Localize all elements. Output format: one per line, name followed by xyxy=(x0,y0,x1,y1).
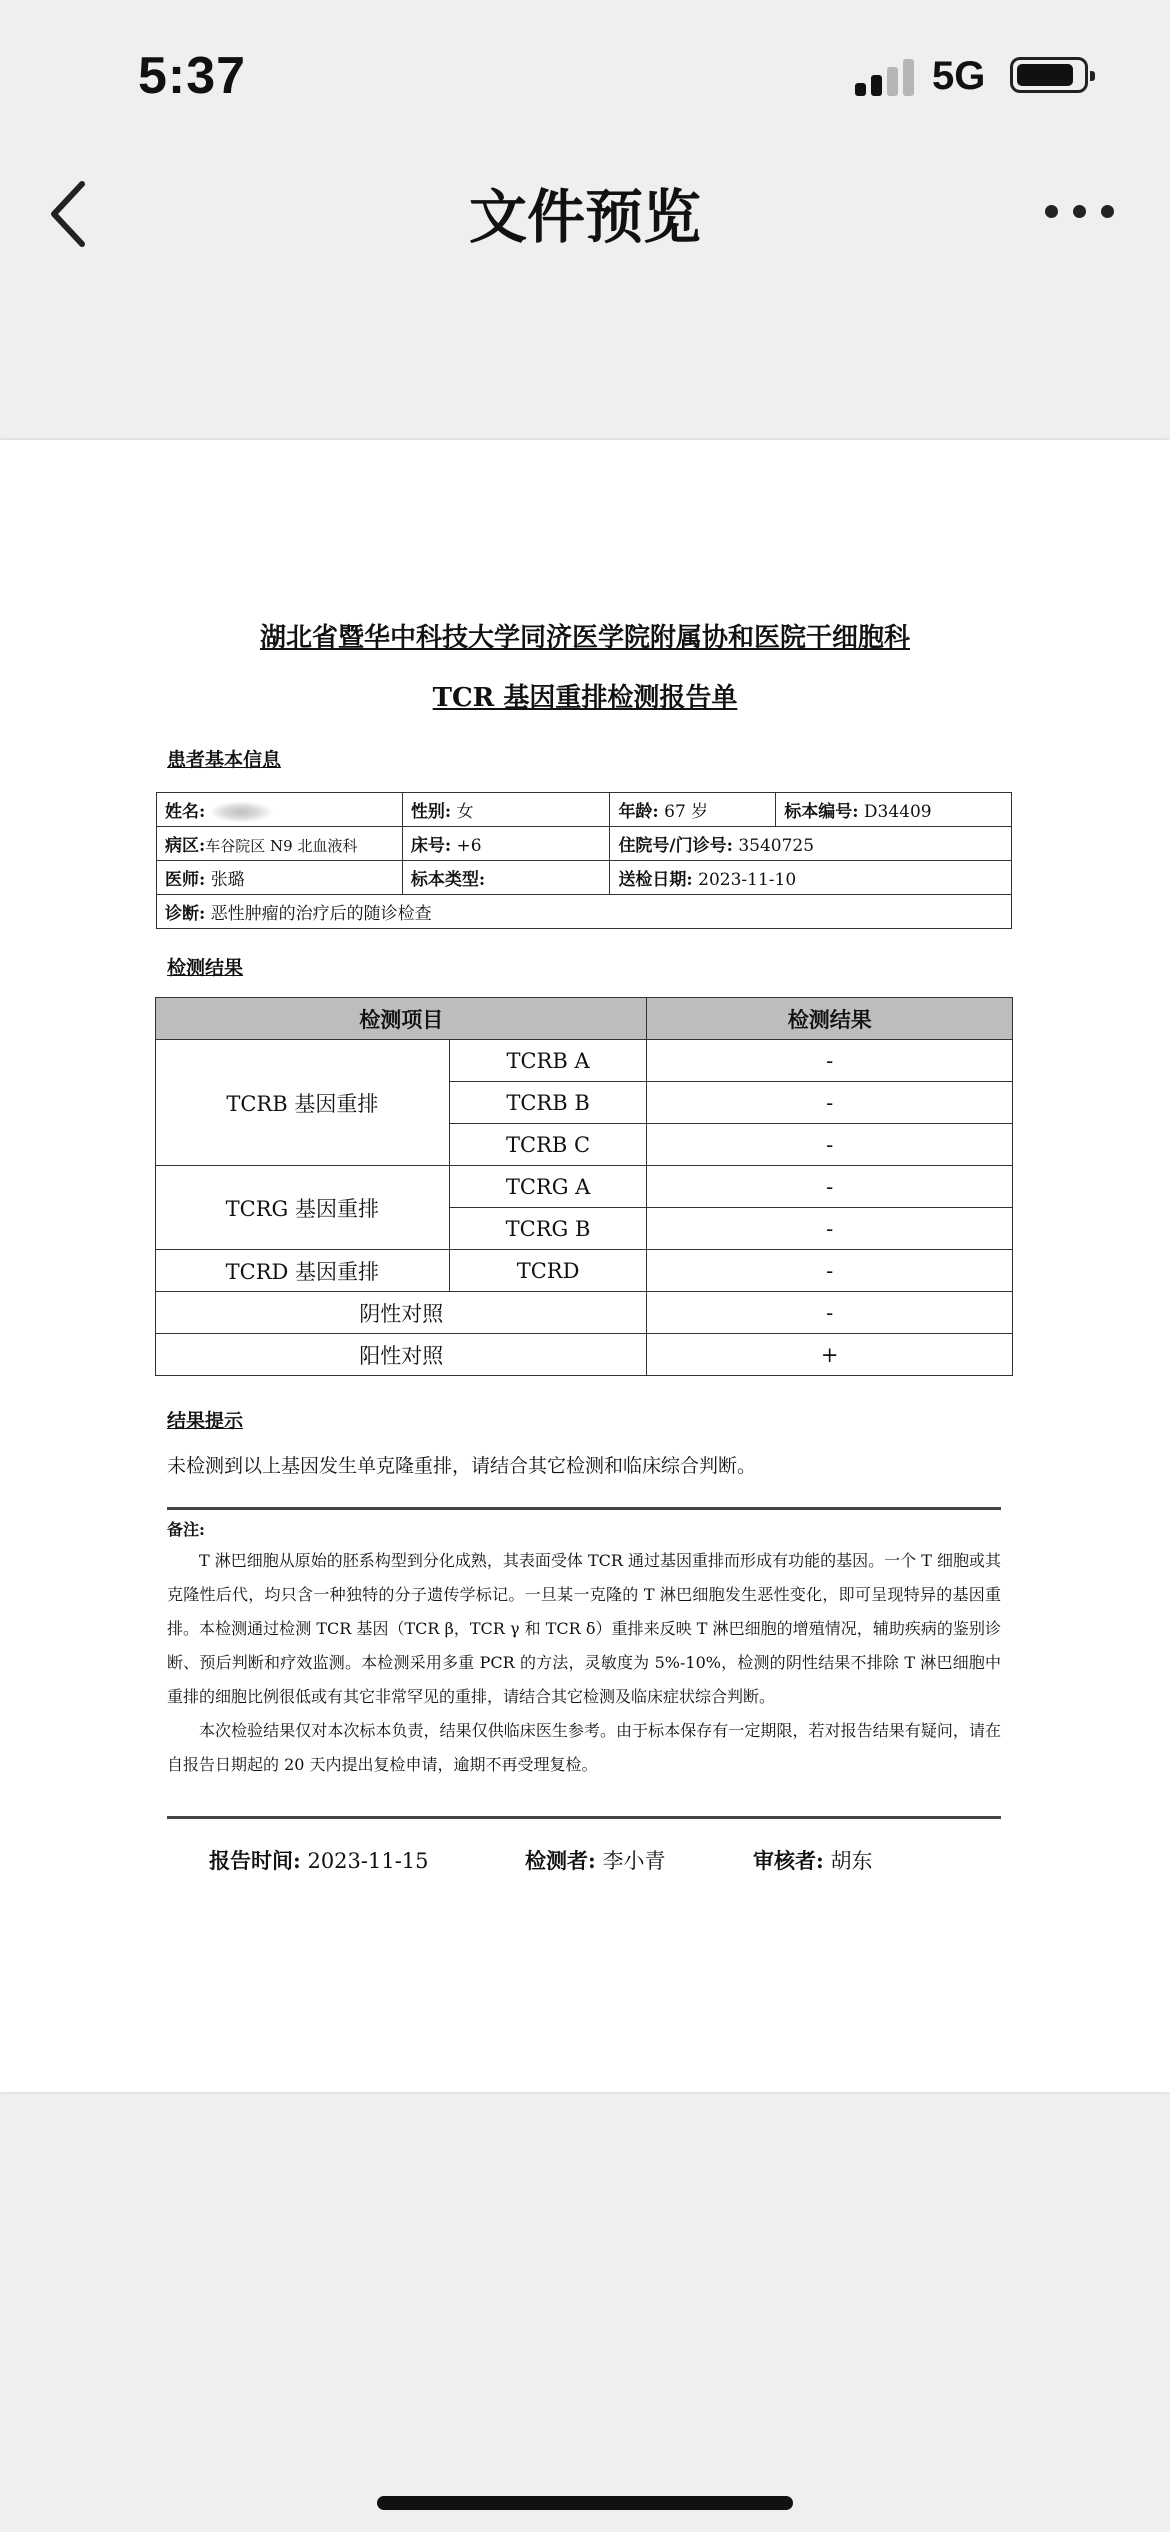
section-patient-info: 患者基本信息 xyxy=(167,749,282,771)
report-title-name: TCR 基因重排检测报告单 xyxy=(432,683,738,713)
home-indicator[interactable] xyxy=(377,2496,793,2510)
negative-control: 阴性对照 xyxy=(156,1292,647,1334)
patient-info-table: 姓名: 性别: 女 年龄: 67 岁 标本编号: D34409 病区:车谷院区 N9 北血液科 床号: +6 住院号/门诊号: 3540725 医师: 张璐 标本类型: 送检日期: 2023-11-10 诊断: 恶性肿瘤的治疗后的随诊检查 xyxy=(156,792,1012,929)
note-label: 备注: xyxy=(167,1520,205,1539)
page-title: 文件预览 xyxy=(468,183,701,251)
navigation-bar xyxy=(0,160,1170,260)
sub-item: TCRB B xyxy=(449,1082,647,1124)
patient-age: 67 岁 xyxy=(664,802,709,822)
ward: 车谷院区 N9 北血液科 xyxy=(205,837,358,855)
result-hint: 未检测到以上基因发生单克隆重排，请结合其它检测和临床综合判断。 xyxy=(167,1455,757,1477)
result-value: + xyxy=(647,1334,1013,1376)
status-time: 5:37 xyxy=(138,47,247,105)
result-value: - xyxy=(647,1292,1013,1334)
report-title-hospital: 湖北省暨华中科技大学同济医学院附属协和医院干细胞科 xyxy=(259,623,910,653)
status-bar xyxy=(0,0,1170,150)
note-paragraph-2: 本次检验结果仅对本次标本负责，结果仅供临床医生参考。由于标本保存有一定期限，若对报告结果有疑问，请在自报告日期起的 20 天内提出复检申请，逾期不再受理复检。 xyxy=(167,1721,1001,1774)
divider xyxy=(167,1507,1001,1510)
results-table xyxy=(155,997,1013,1376)
section-hint: 结果提示 xyxy=(167,1410,244,1432)
document-preview[interactable] xyxy=(0,440,1170,2092)
divider xyxy=(167,1816,1001,1819)
note-paragraph-1: T 淋巴细胞从原始的胚系构型到分化成熟，其表面受体 TCR 通过基因重排而形成有功能的基因。一个 T 细胞或其克隆性后代，均只含一种独特的分子遗传学标记。一旦某一克隆的 T 淋巴细胞发生恶性变化，即可呈现特异的基因重排。本检测通过检测 TCR 基因（TCR β，TCR γ 和 TCR δ）重排来反映 T 淋巴细胞的增殖情况，辅助疾病的鉴别诊断、预后判断和疗效监测。本检测采用多重 PCR 的方法，灵敏度为 5%-10%，检测的阴性结果不排除 T 淋巴细胞中重排的细胞比例很低或有其它非常罕见的重排，请结合其它检测及临床症状综合判断。 xyxy=(167,1551,1001,1706)
doctor: 张璐 xyxy=(210,870,245,890)
more-icon xyxy=(1045,205,1058,218)
header-test-item: 检测项目 xyxy=(156,998,647,1040)
group-tcrd: TCRD 基因重排 xyxy=(156,1250,450,1292)
note-text xyxy=(167,1544,1001,1782)
report-time: 报告时间: 2023-11-15 xyxy=(209,1848,429,1873)
result-value: - xyxy=(647,1208,1013,1250)
positive-control: 阳性对照 xyxy=(156,1334,647,1376)
result-value: - xyxy=(647,1124,1013,1166)
section-results: 检测结果 xyxy=(167,957,244,979)
sample-id: D34409 xyxy=(863,802,932,822)
result-value: - xyxy=(647,1166,1013,1208)
more-options-button[interactable] xyxy=(1045,202,1115,222)
send-date: 2023-11-10 xyxy=(698,870,797,890)
bed-number: +6 xyxy=(456,836,482,856)
sub-item: TCRB C xyxy=(449,1124,647,1166)
sub-item: TCRD xyxy=(449,1250,647,1292)
sample-type-label: 标本类型: xyxy=(410,870,486,890)
result-value: - xyxy=(647,1250,1013,1292)
diagnosis: 恶性肿瘤的治疗后的随诊检查 xyxy=(210,904,432,924)
group-tcrg: TCRG 基因重排 xyxy=(156,1166,450,1250)
sub-item: TCRB A xyxy=(449,1040,647,1082)
group-tcrb: TCRB 基因重排 xyxy=(156,1040,450,1166)
tester: 检测者: 李小青 xyxy=(525,1848,666,1873)
result-value: - xyxy=(647,1082,1013,1124)
sub-item: TCRG A xyxy=(449,1166,647,1208)
network-type: 5G xyxy=(932,54,986,98)
patient-sex: 女 xyxy=(456,802,474,822)
inpatient-number: 3540725 xyxy=(738,836,815,856)
sub-item: TCRG B xyxy=(449,1208,647,1250)
redacted-name xyxy=(211,802,271,822)
result-value: - xyxy=(647,1040,1013,1082)
header-test-result: 检测结果 xyxy=(647,998,1013,1040)
cellular-signal-icon xyxy=(855,58,915,96)
reviewer: 审核者: 胡东 xyxy=(753,1848,873,1873)
battery-icon xyxy=(1010,57,1088,93)
